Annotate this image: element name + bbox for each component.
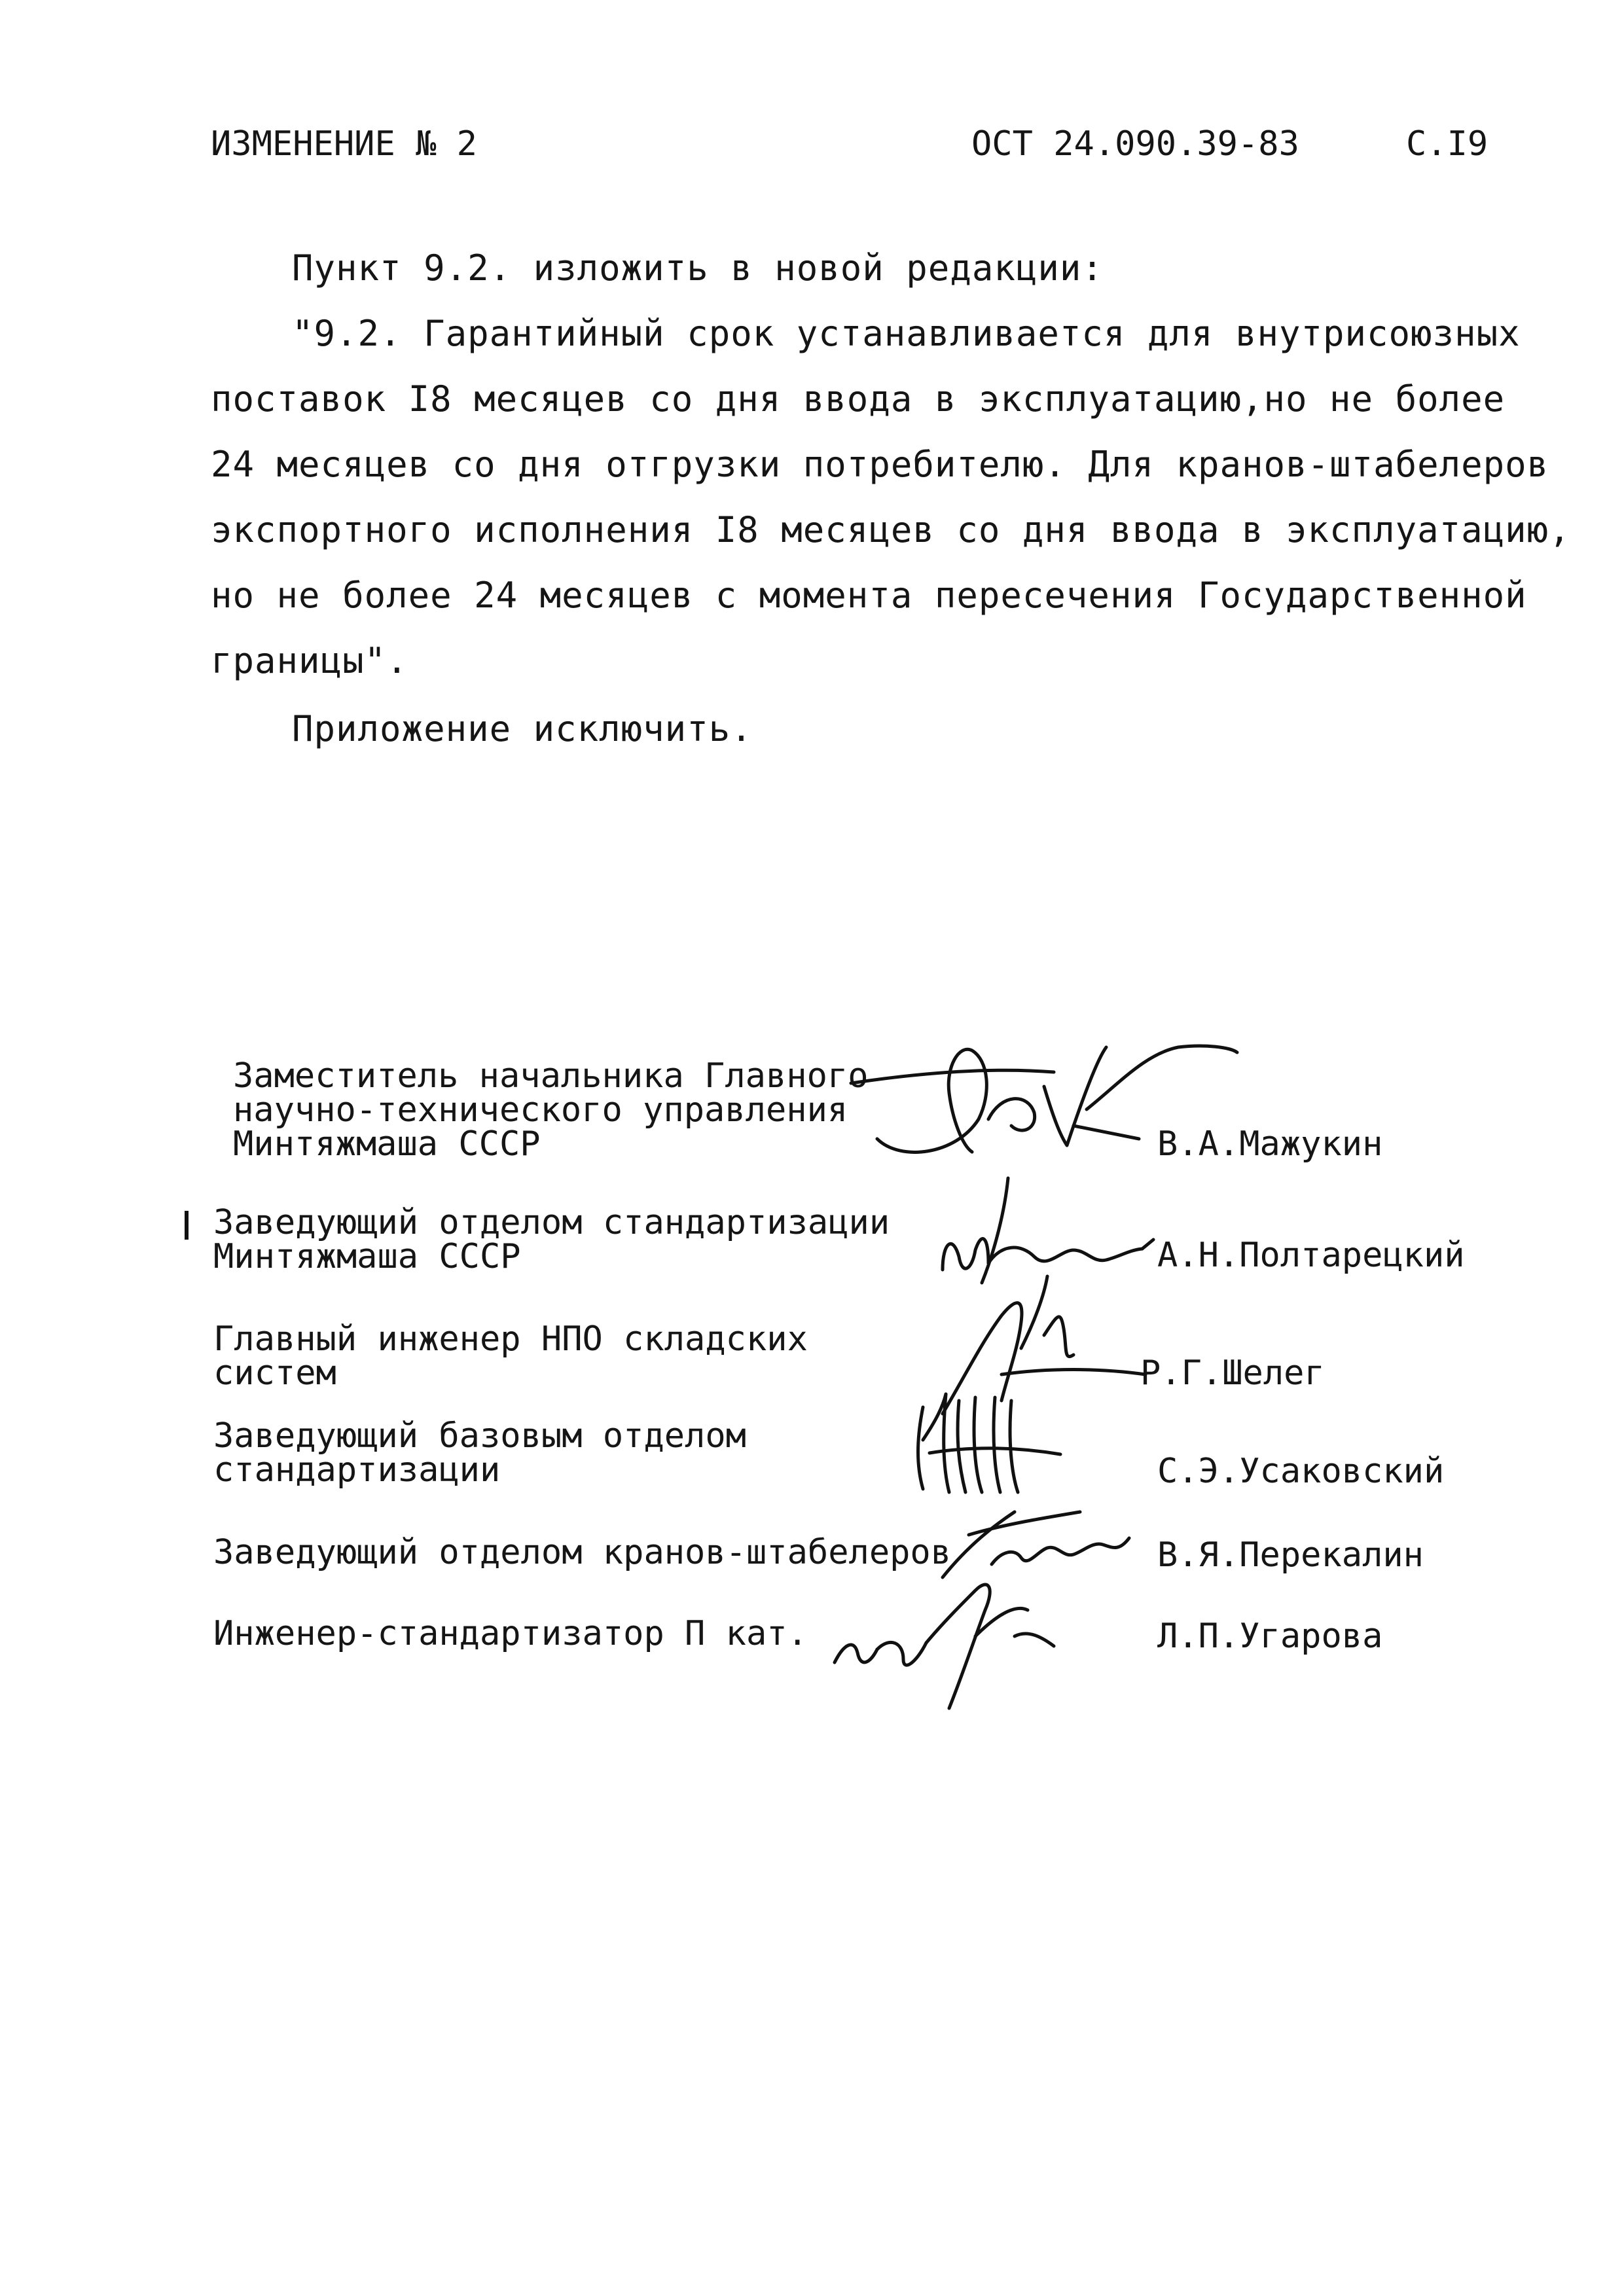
signature-icon-4 [903, 1381, 1074, 1499]
signatory-role-5: Заведующий отделом кранов-штабелеров [213, 1533, 952, 1572]
signatory-name-4: С.Э.Усаковский [1157, 1452, 1445, 1491]
signatory-name-3: Р.Г.Шелег [1140, 1354, 1325, 1393]
signatory-role-4: Заведующий базовым отделом стандартизации [213, 1416, 746, 1490]
body-line-4: 24 месяцев со дня отгрузки потребителю. Для кранов-штабелеров [211, 444, 1549, 485]
body-line-2: "9.2. Гарантийный срок устанавливается для внутрисоюзных [292, 313, 1521, 354]
signatory-name-2: А.Н.Полтарецкий [1157, 1236, 1465, 1275]
signature-icon-6 [818, 1564, 1080, 1715]
signatory-role-1: Заместитель начальника Главного научно-технического управления Минтяжмаша СССР [233, 1056, 869, 1164]
body-line-6: но не более 24 месяцев с момента пересечения Государственной [211, 575, 1527, 616]
signatory-role-6: Инженер-стандартизатор П кат. [213, 1614, 808, 1653]
signatory-name-1: В.А.Мажукин [1157, 1124, 1383, 1164]
body-line-1: Пункт 9.2. изложить в новой редакции: [292, 247, 1104, 289]
signature-icon-1 [838, 1021, 1257, 1172]
signatory-role-3: Главный инженер НПО складских систем [213, 1319, 808, 1393]
body-line-5: экспортного исполнения I8 месяцев со дня ввода в эксплуатацию, [211, 509, 1571, 550]
body-line-8: Приложение исключить. [292, 708, 753, 749]
vertical-bar-mark-icon [185, 1211, 189, 1240]
signatory-name-6: Л.П.Угарова [1157, 1617, 1383, 1656]
signatory-role-2: Заведующий отделом стандартизации Минтяжмаша СССР [213, 1203, 890, 1276]
body-line-3: поставок I8 месяцев со дня ввода в эксплуатацию,но не более [211, 378, 1506, 420]
body-line-7: границы". [211, 640, 408, 681]
amendment-number: ИЗМЕНЕНИЕ № 2 [211, 124, 477, 164]
standard-number: ОСТ 24.090.39-83 [971, 124, 1299, 164]
page-number: С.I9 [1406, 124, 1489, 164]
signatory-name-5: В.Я.Перекалин [1157, 1535, 1424, 1575]
